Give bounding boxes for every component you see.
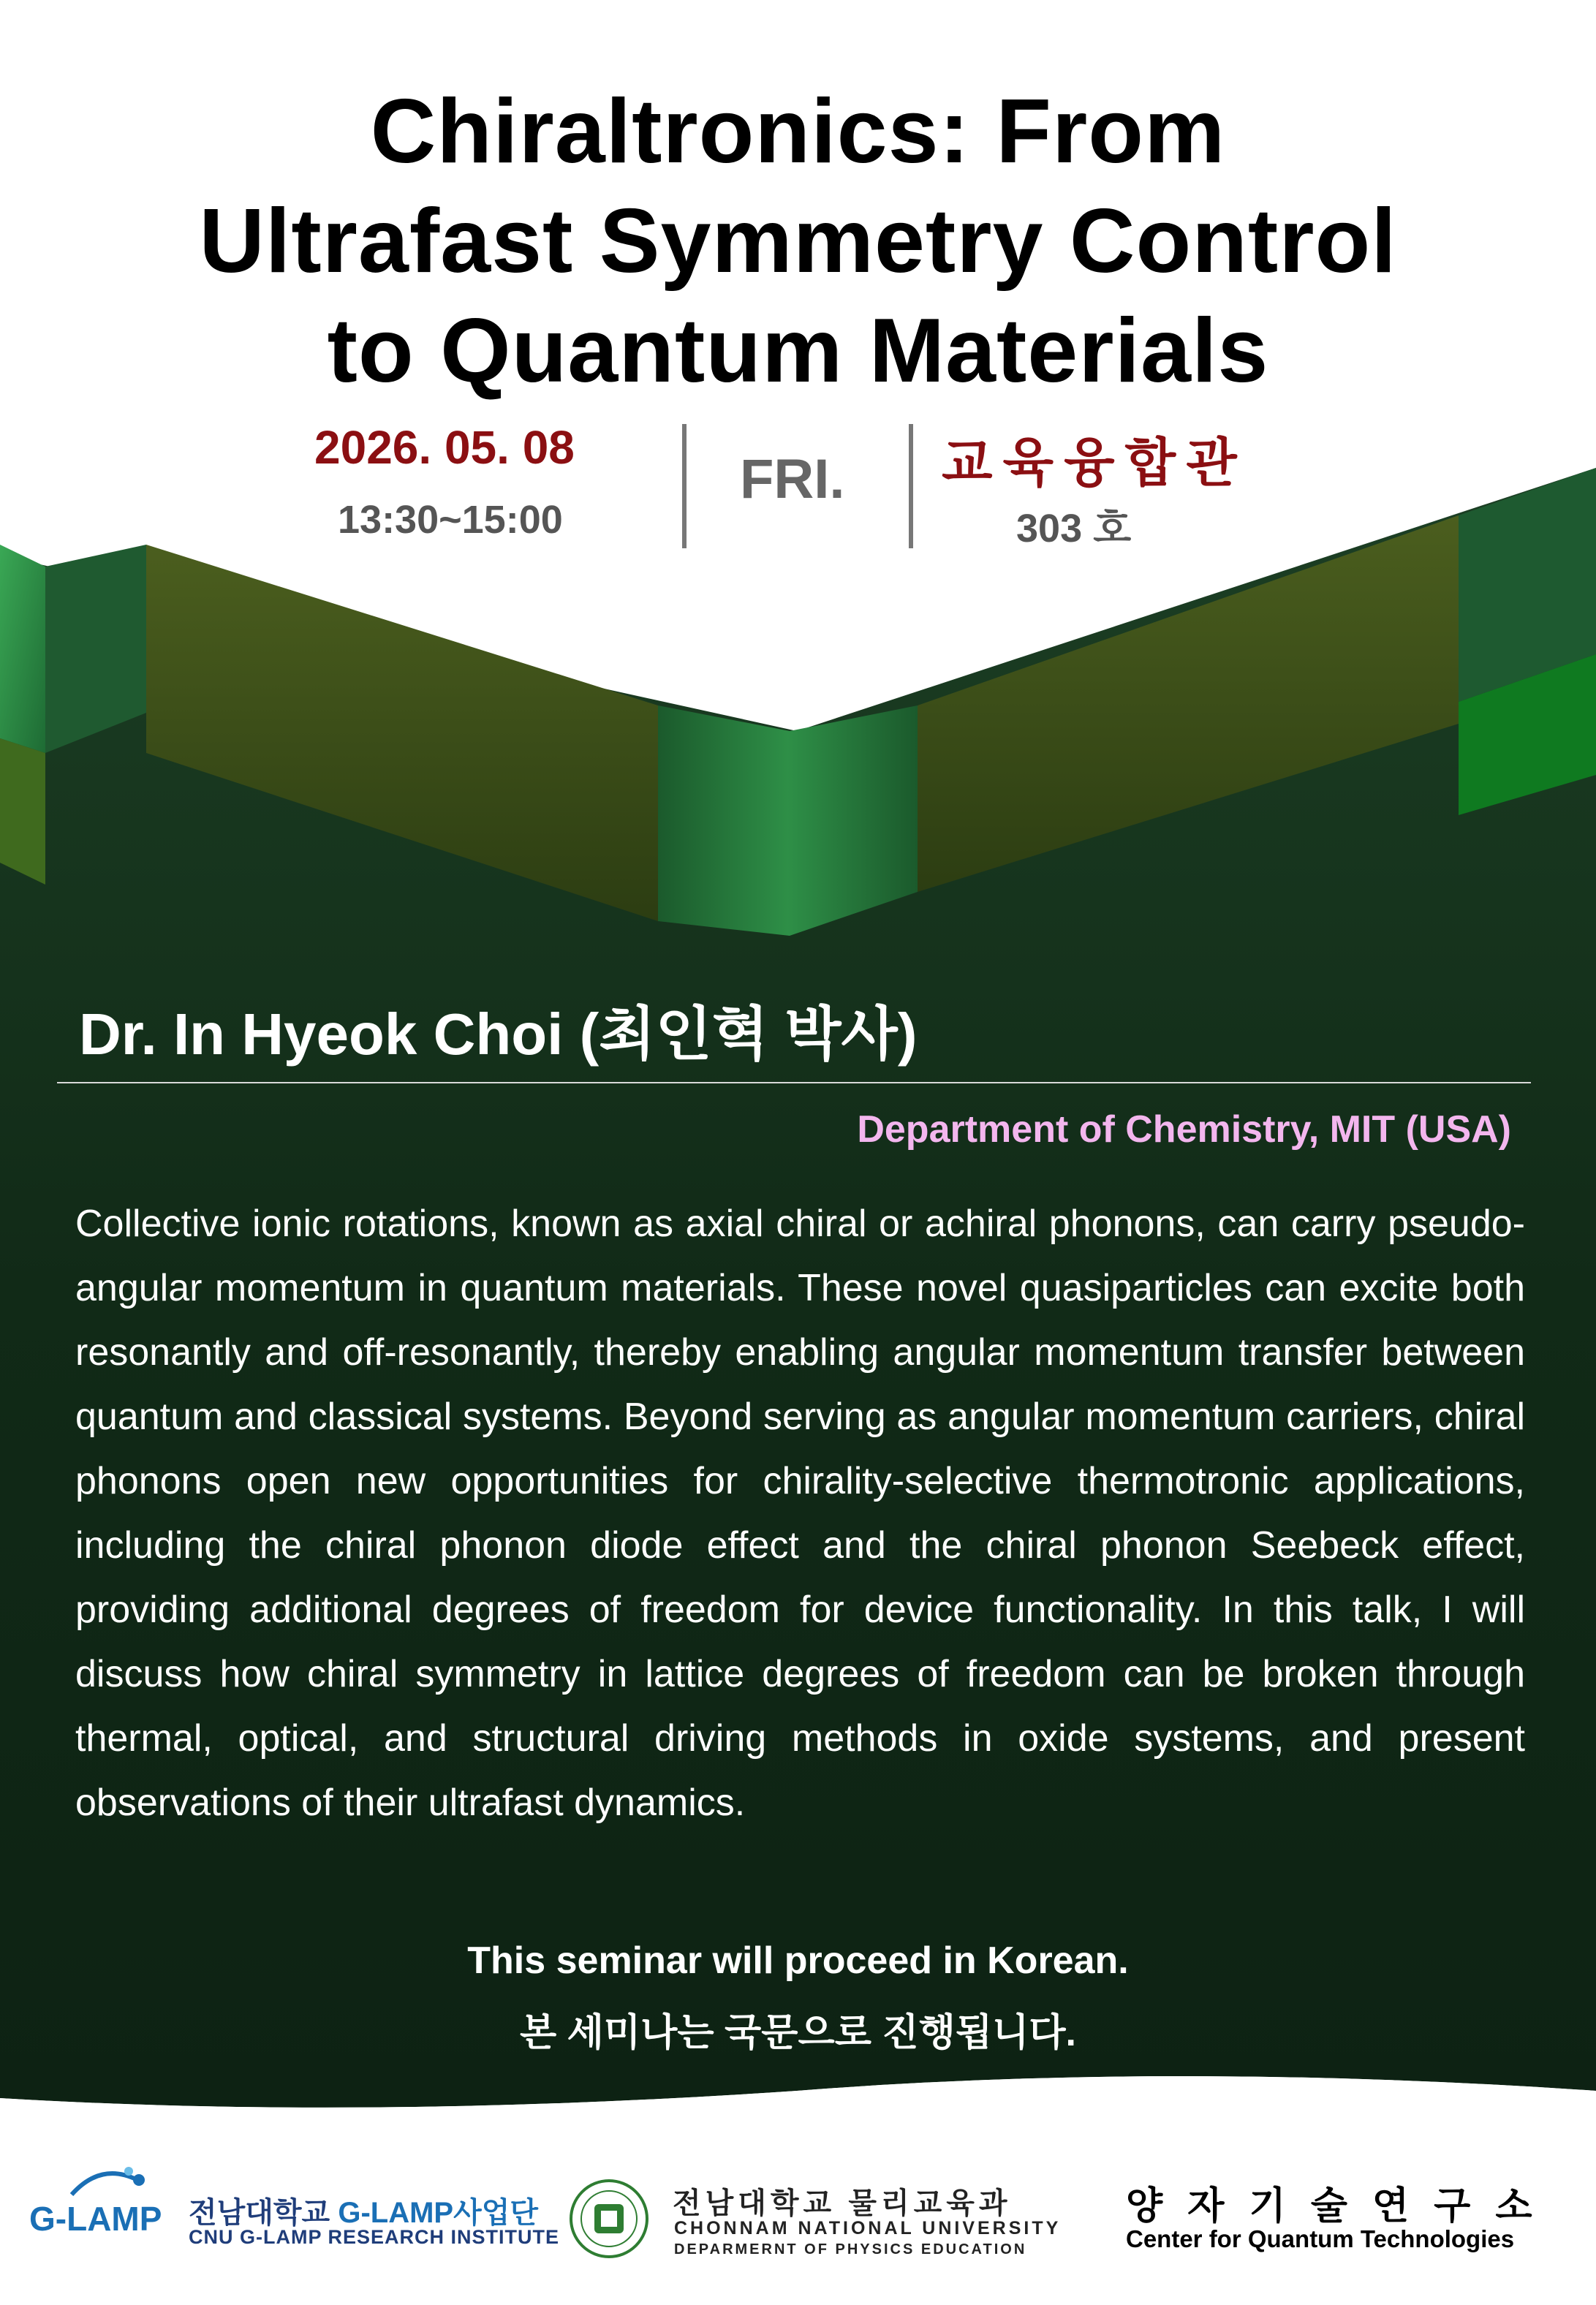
divider-right	[909, 424, 913, 548]
title-line-1: Chiraltronics: From	[370, 81, 1226, 182]
cnu-dept-korean: 전남대학교 물리교육과	[673, 2187, 1012, 2219]
seminar-time: 13:30~15:00	[338, 498, 563, 542]
glamp-org-english: CNU G-LAMP RESEARCH INSTITUTE	[189, 2226, 560, 2248]
language-note-kr: 본 세미나는 국문으로 진행됩니다.	[519, 2012, 1077, 2054]
ribbon-center	[658, 705, 918, 936]
glamp-wordmark: G-LAMP	[29, 2200, 162, 2238]
divider-left	[682, 424, 687, 548]
title-line-2: Ultrafast Symmetry Control	[199, 191, 1397, 292]
seminar-title	[0, 77, 1596, 406]
cqt-name-english: Center for Quantum Technologies	[1126, 2225, 1515, 2252]
ribbon-left-bright	[0, 545, 45, 753]
cqt-name-korean: 양자기술연구소	[1126, 2185, 1557, 2228]
glamp-unit-name: G-LAMP사업단	[338, 2197, 539, 2229]
cnu-univ-english: CHONNAM NATIONAL UNIVERSITY	[674, 2218, 1062, 2238]
seminar-room: 303 호	[1016, 507, 1132, 550]
title-line-3: to Quantum Materials	[327, 300, 1269, 401]
speaker-affiliation: Department of Chemistry, MIT (USA)	[857, 1108, 1511, 1151]
seminar-date: 2026. 05. 08	[314, 421, 575, 474]
glamp-univ-name: 전남대학교	[189, 2197, 330, 2229]
cnu-emblem-icon	[569, 2179, 649, 2259]
ribbon-left-lower	[0, 738, 45, 885]
speaker-name: Dr. In Hyeok Choi (최인혁 박사)	[79, 1002, 918, 1067]
language-note-en: This seminar will proceed in Korean.	[467, 1939, 1129, 1982]
seminar-venue: 교육융합관	[942, 434, 1247, 493]
cnu-dept-english: DEPARMERNT OF PHYSICS EDUCATION	[674, 2241, 1027, 2257]
seminar-day: FRI.	[740, 448, 845, 510]
glamp-org-name	[189, 2189, 538, 2231]
abstract-text: Collective ionic rotations, known as axial chiral or achiral phonons, can carry pseudo-angular momentum in quantum materials. These novel quasiparticles can excite both resonantly and off-resonantly, thereby enabling angular momentum transfer between quantum and classical systems. Beyond serving as angular momentum carriers, chiral phonons open new opportunities for chirality-selective thermotronic applications, including the chiral phonon diode effect and the chiral phonon Seebeck effect, providing additional degrees of freedom for device functionality. In this talk, I will discuss how chiral symmetry in lattice degrees of freedom can be broken through thermal, optical, and structural driving methods in oxide systems, and present observations of their ultrafast dynamics.	[75, 1203, 1525, 1824]
speaker-divider	[57, 1082, 1531, 1083]
